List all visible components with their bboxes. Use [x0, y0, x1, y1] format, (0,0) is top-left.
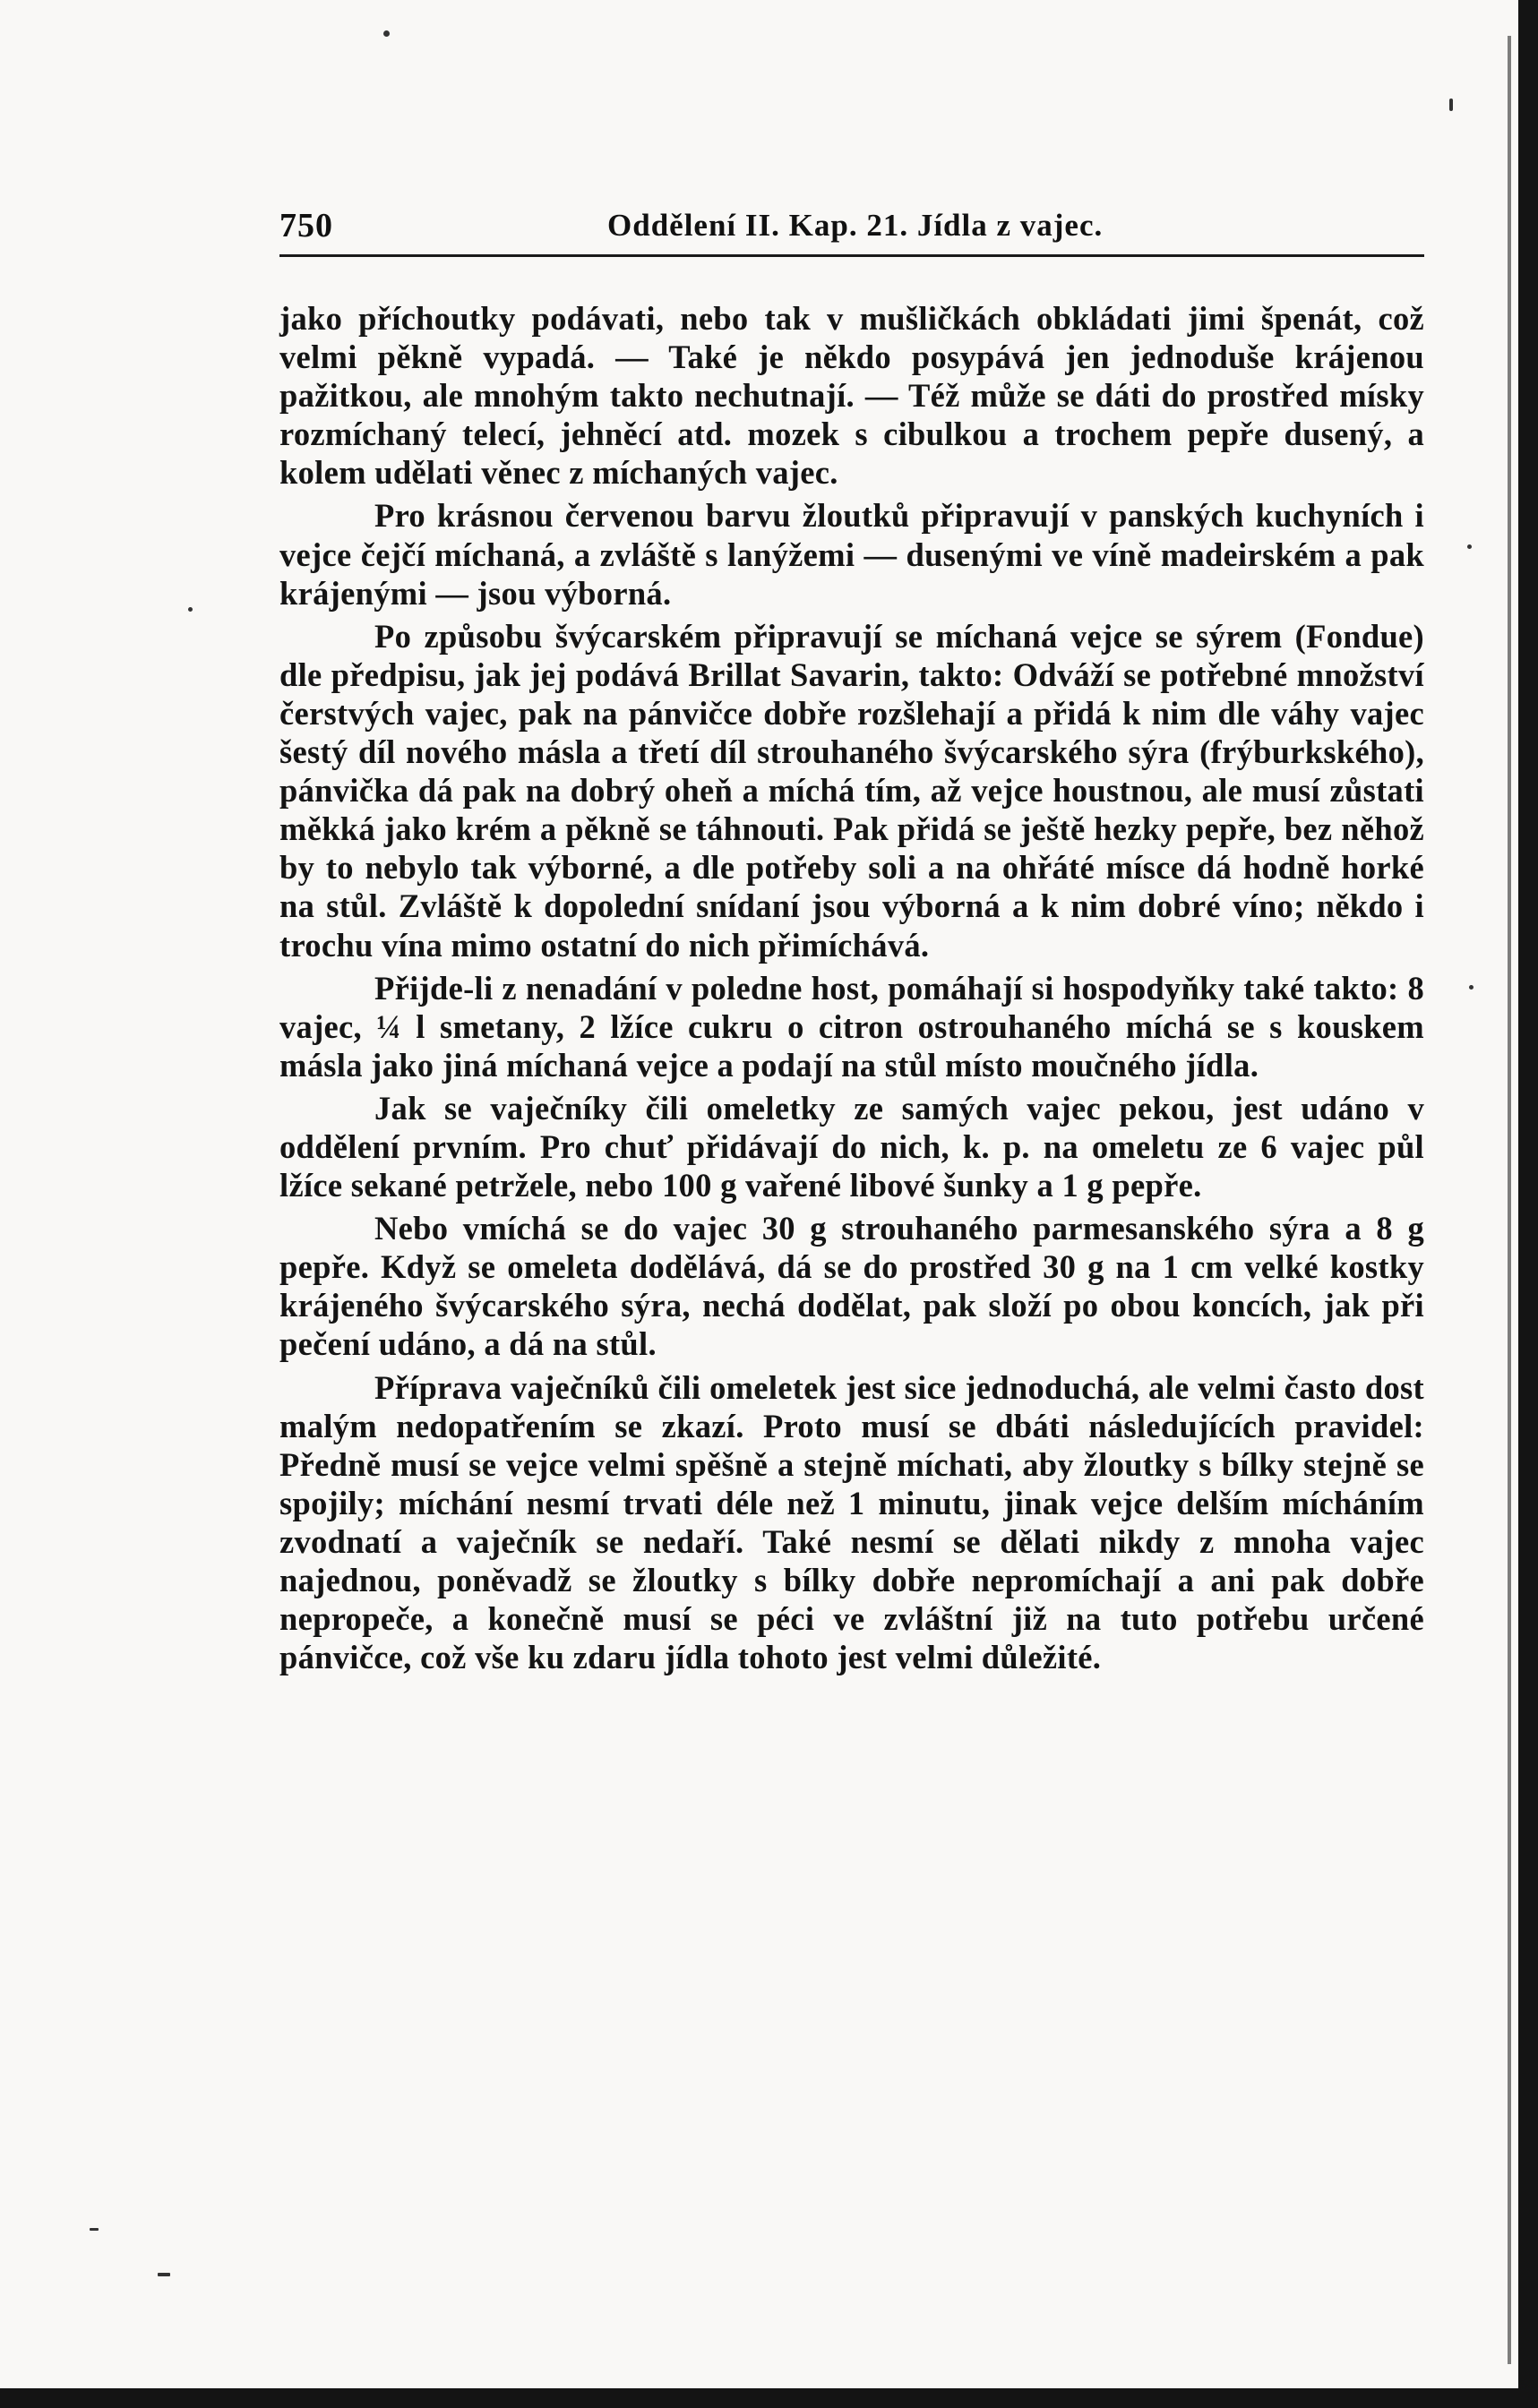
paragraph-continuation: jako příchoutky podávati, nebo tak v mušličkách obkládati jimi špenát, což velmi pěkně vypadá. — Také je někdo posypává jen jednoduše krájenou pažitkou, ale mnohým takto nechutnají. — Též může se dáti do prostřed mísky rozmíchaný telecí, jehněcí atd. mozek s cibulkou a trochem pepře dusený, a kolem udělati věnec z míchaných vajec.	[279, 300, 1424, 492]
header-rule	[279, 254, 1424, 257]
running-head: Oddělení II. Kap. 21. Jídla z vajec.	[607, 208, 1104, 243]
page-header	[279, 202, 1426, 256]
scan-speck	[1467, 544, 1472, 549]
scan-dark-edge-right	[1518, 0, 1538, 2408]
paragraph: Pro krásnou červenou barvu žloutků připravují v panských kuchyních i vejce čejčí míchaná, a zvláště s lanýžemi — dusenými ve víně madeirském a pak krájenými — jsou výborná.	[279, 497, 1424, 612]
paragraph: Příprava vaječníků čili omeletek jest sice jednoduchá, ale velmi často dost malým nedopatřením se zkazí. Proto musí se dbáti následujících pravidel: Předně musí se vejce velmi spěšně a stejně míchati, aby žloutky s bílky stejně se spojily; míchání nesmí trvati déle než 1 minutu, jinak vejce delším mícháním zvodnatí a vaječník se nedaří. Také nesmí se dělati nikdy z mnoha vajec najednou, poněvadž se žloutky s bílky dobře nepromíchají a ani pak dobře nepropeče, a konečně musí se péci ve zvláštní již na tuto potřebu určené pánvičce, což vše ku zdaru jídla tohoto jest velmi důležité.	[279, 1368, 1424, 1676]
scan-speck	[1449, 99, 1453, 111]
scan-speck	[383, 30, 390, 37]
scan-speck	[1469, 985, 1474, 990]
scan-dark-edge-bottom	[0, 2388, 1538, 2408]
scan-speck	[158, 2273, 170, 2276]
paragraph: Jak se vaječníky čili omeletky ze samých vajec pekou, jest udáno v oddělení prvním. Pro chuť přidávají do nich, k. p. na omeletu ze 6 vajec půl lžíce sekané petržele, nebo 100 g vařené libové šunky a 1 g pepře.	[279, 1089, 1424, 1204]
paragraph: Nebo vmíchá se do vajec 30 g strouhaného parmesanského sýra a 8 g pepře. Když se omeleta dodělává, dá se do prostřed 30 g na 1 cm velké kostky krájeného švýcarského sýra, nechá dodělat, pak složí po obou koncích, jak při pečení udáno, a dá na stůl.	[279, 1210, 1424, 1363]
body-text	[279, 299, 1424, 1676]
scan-edge-shadow	[1508, 36, 1511, 2364]
page-number: 750	[279, 207, 333, 244]
paragraph: Přijde-li z nenadání v poledne host, pomáhají si hospodyňky také takto: 8 vajec, ¼ l smetany, 2 lžíce cukru o citron ostrouhaného míchá se s kouskem másla jako jiná míchaná vejce a podají na stůl místo moučného jídla.	[279, 969, 1424, 1084]
paragraph: Po způsobu švýcarském připravují se míchaná vejce se sýrem (Fondue) dle předpisu, jak jej podává Brillat Savarin, takto: Odváží se potřebné množství čerstvých vajec, pak na pánvičce dobře rozšlehají a přidá k nim dle váhy vajec šestý díl nového másla a třetí díl strouhaného švýcarského sýra (frýburkského), pánvička dá pak na dobrý oheň a míchá tím, až vejce houstnou, ale musí zůstati měkká jako krém a pěkně se táhnouti. Pak přidá se ještě hezky pepře, bez něhož by to nebylo tak výborné, a dle potřeby soli a na ohřáté mísce dá hodně horké na stůl. Zvláště k dopolední snídaní jsou výborná a k nim dobré víno; někdo i trochu vína mimo ostatní do nich přimíchává.	[279, 617, 1424, 964]
scan-speck	[188, 607, 193, 612]
scan-speck	[90, 2228, 99, 2231]
